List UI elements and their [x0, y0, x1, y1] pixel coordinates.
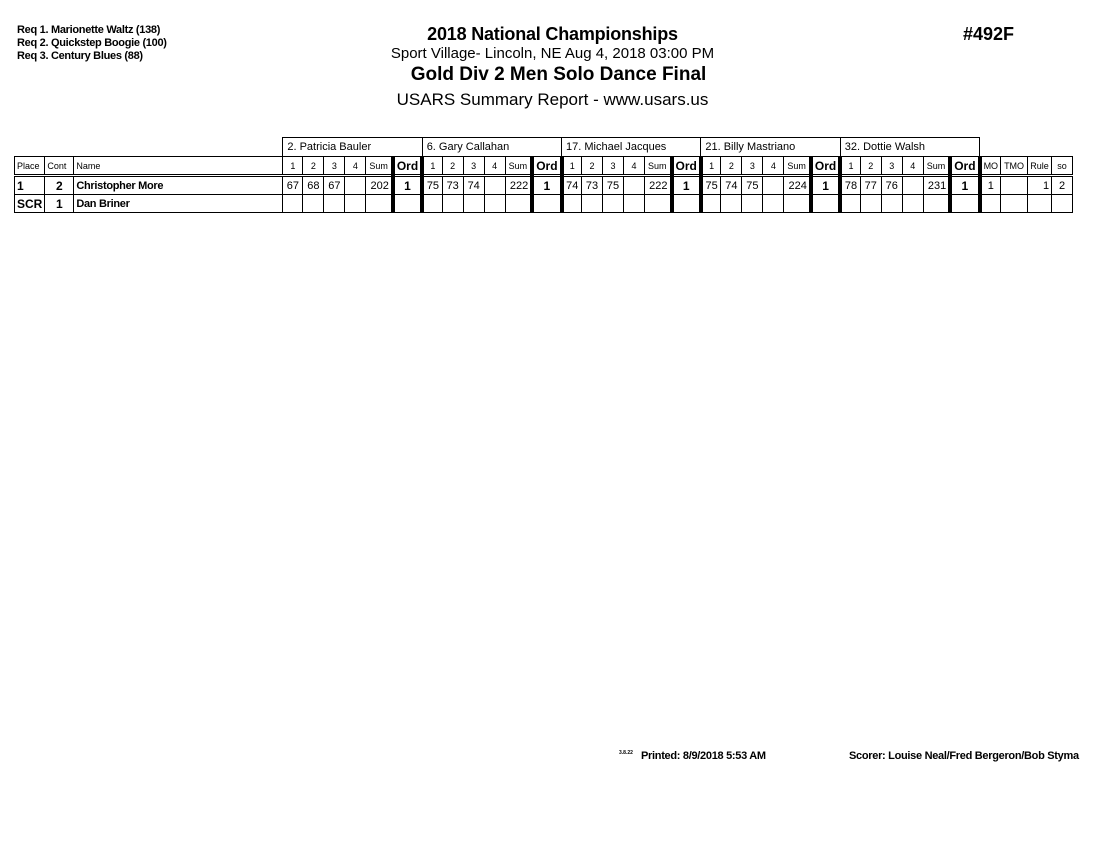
contestant-number-cell: 1 [45, 195, 74, 213]
requirements-list [17, 24, 167, 63]
score-cell: 74 [463, 176, 484, 195]
col-header-score-4: 4 [345, 157, 366, 176]
rule-cell [1028, 195, 1052, 213]
place-cell: SCR [15, 195, 45, 213]
printed-timestamp: Printed: 8/9/2018 5:53 AM [641, 750, 766, 762]
judge-name-4: 21. Billy Mastriano [701, 138, 840, 157]
score-cell: 76 [881, 176, 902, 195]
ordinal-cell: 1 [811, 176, 840, 195]
score-cell [603, 195, 624, 213]
sum-cell [784, 195, 811, 213]
col-header-score-1: 1 [840, 157, 860, 176]
score-cell: 74 [721, 176, 742, 195]
col-header-score-3: 3 [463, 157, 484, 176]
table-row [15, 195, 1073, 213]
score-cell [763, 195, 784, 213]
col-header-score-3: 3 [603, 157, 624, 176]
col-header-place: Place [15, 157, 45, 176]
sum-cell [645, 195, 672, 213]
col-header-tmo: TMO [1001, 157, 1028, 176]
report-name: USARS Summary Report - www.usars.us [396, 90, 709, 109]
score-cell [283, 195, 303, 213]
ordinal-cell: 1 [950, 176, 979, 195]
ordinal-cell: 1 [672, 176, 701, 195]
col-header-score-4: 4 [624, 157, 645, 176]
score-cell: 74 [562, 176, 582, 195]
col-header-score-2: 2 [582, 157, 603, 176]
judge-name-5: 32. Dottie Walsh [840, 138, 979, 157]
competition-title: 2018 National Championships [427, 24, 678, 44]
sum-cell: 231 [923, 176, 950, 195]
mo-cell: 1 [980, 176, 1001, 195]
so-cell [1052, 195, 1073, 213]
score-cell [624, 176, 645, 195]
col-header-score-4: 4 [902, 157, 923, 176]
scorer-names: Scorer: Louise Neal/Fred Bergeron/Bob Styma [849, 750, 1079, 762]
score-cell [582, 195, 603, 213]
col-header-score-2: 2 [303, 157, 324, 176]
score-cell [324, 195, 345, 213]
mo-cell [980, 195, 1001, 213]
score-cell: 75 [422, 176, 442, 195]
tmo-cell [1001, 195, 1028, 213]
col-header-score-3: 3 [324, 157, 345, 176]
score-cell [484, 195, 505, 213]
event-number: #492F [963, 24, 1015, 44]
col-header-score-2: 2 [442, 157, 463, 176]
venue-datetime: Sport Village- Lincoln, NE Aug 4, 2018 03:00 PM [390, 45, 715, 62]
col-header-score-2: 2 [860, 157, 881, 176]
requirement-3: Req 3. Century Blues (88) [17, 50, 143, 62]
score-cell [742, 195, 763, 213]
skater-name-cell: Dan Briner [74, 195, 283, 213]
ordinal-cell [672, 195, 701, 213]
score-cell [902, 176, 923, 195]
column-header-row [15, 157, 1073, 176]
ordinal-cell [532, 195, 561, 213]
judge-name-3: 17. Michael Jacques [562, 138, 701, 157]
score-cell [562, 195, 582, 213]
score-cell: 73 [442, 176, 463, 195]
col-header-score-4: 4 [763, 157, 784, 176]
score-cell: 67 [283, 176, 303, 195]
tmo-cell [1001, 176, 1028, 195]
col-header-sum: Sum [505, 157, 532, 176]
place-cell: 1 [15, 176, 45, 195]
ordinal-cell [393, 195, 422, 213]
col-header-score-4: 4 [484, 157, 505, 176]
score-cell [840, 195, 860, 213]
score-cell: 73 [582, 176, 603, 195]
col-header-rule: Rule [1028, 157, 1052, 176]
score-cell [442, 195, 463, 213]
col-header-score-1: 1 [701, 157, 721, 176]
score-cell [902, 195, 923, 213]
col-header-ord: Ord [672, 157, 701, 176]
event-name: Gold Div 2 Men Solo Dance Final [410, 64, 707, 85]
col-header-score-3: 3 [881, 157, 902, 176]
score-cell [763, 176, 784, 195]
score-cell [881, 195, 902, 213]
score-cell [463, 195, 484, 213]
col-header-so: so [1052, 157, 1073, 176]
col-header-sum: Sum [784, 157, 811, 176]
sum-cell: 222 [645, 176, 672, 195]
ordinal-cell [811, 195, 840, 213]
score-cell [860, 195, 881, 213]
sum-cell: 224 [784, 176, 811, 195]
col-header-sum: Sum [645, 157, 672, 176]
score-cell [303, 195, 324, 213]
software-version: 3.8.22 [619, 750, 633, 756]
col-header-score-1: 1 [283, 157, 303, 176]
ordinal-cell: 1 [532, 176, 561, 195]
col-header-ord: Ord [950, 157, 979, 176]
table-row [15, 176, 1073, 195]
col-header-sum: Sum [923, 157, 950, 176]
col-header-score-3: 3 [742, 157, 763, 176]
score-cell: 77 [860, 176, 881, 195]
score-cell [721, 195, 742, 213]
sum-cell: 222 [505, 176, 532, 195]
score-cell: 78 [840, 176, 860, 195]
sum-cell: 202 [366, 176, 393, 195]
col-header-cont: Cont [45, 157, 74, 176]
score-cell [701, 195, 721, 213]
score-cell: 75 [701, 176, 721, 195]
judge-name-2: 6. Gary Callahan [422, 138, 561, 157]
col-header-ord: Ord [811, 157, 840, 176]
skater-name-cell: Christopher More [74, 176, 283, 195]
score-cell: 75 [603, 176, 624, 195]
judge-header-row [15, 138, 1073, 157]
so-cell: 2 [1052, 176, 1073, 195]
col-header-ord: Ord [393, 157, 422, 176]
sum-cell [366, 195, 393, 213]
col-header-sum: Sum [366, 157, 393, 176]
score-cell [422, 195, 442, 213]
sum-cell [505, 195, 532, 213]
col-header-ord: Ord [532, 157, 561, 176]
col-header-name: Name [74, 157, 283, 176]
sum-cell [923, 195, 950, 213]
col-header-score-1: 1 [562, 157, 582, 176]
requirement-1: Req 1. Marionette Waltz (138) [17, 24, 161, 36]
contestant-number-cell: 2 [45, 176, 74, 195]
score-cell: 67 [324, 176, 345, 195]
ordinal-cell: 1 [393, 176, 422, 195]
score-cell: 68 [303, 176, 324, 195]
score-cell [624, 195, 645, 213]
score-cell [345, 195, 366, 213]
col-header-mo: MO [980, 157, 1001, 176]
judge-name-1: 2. Patricia Bauler [283, 138, 422, 157]
col-header-score-2: 2 [721, 157, 742, 176]
rule-cell: 1 [1028, 176, 1052, 195]
col-header-score-1: 1 [422, 157, 442, 176]
score-cell [484, 176, 505, 195]
results-table [14, 137, 1073, 213]
ordinal-cell [950, 195, 979, 213]
score-cell [345, 176, 366, 195]
score-cell: 75 [742, 176, 763, 195]
requirement-2: Req 2. Quickstep Boogie (100) [17, 37, 167, 49]
